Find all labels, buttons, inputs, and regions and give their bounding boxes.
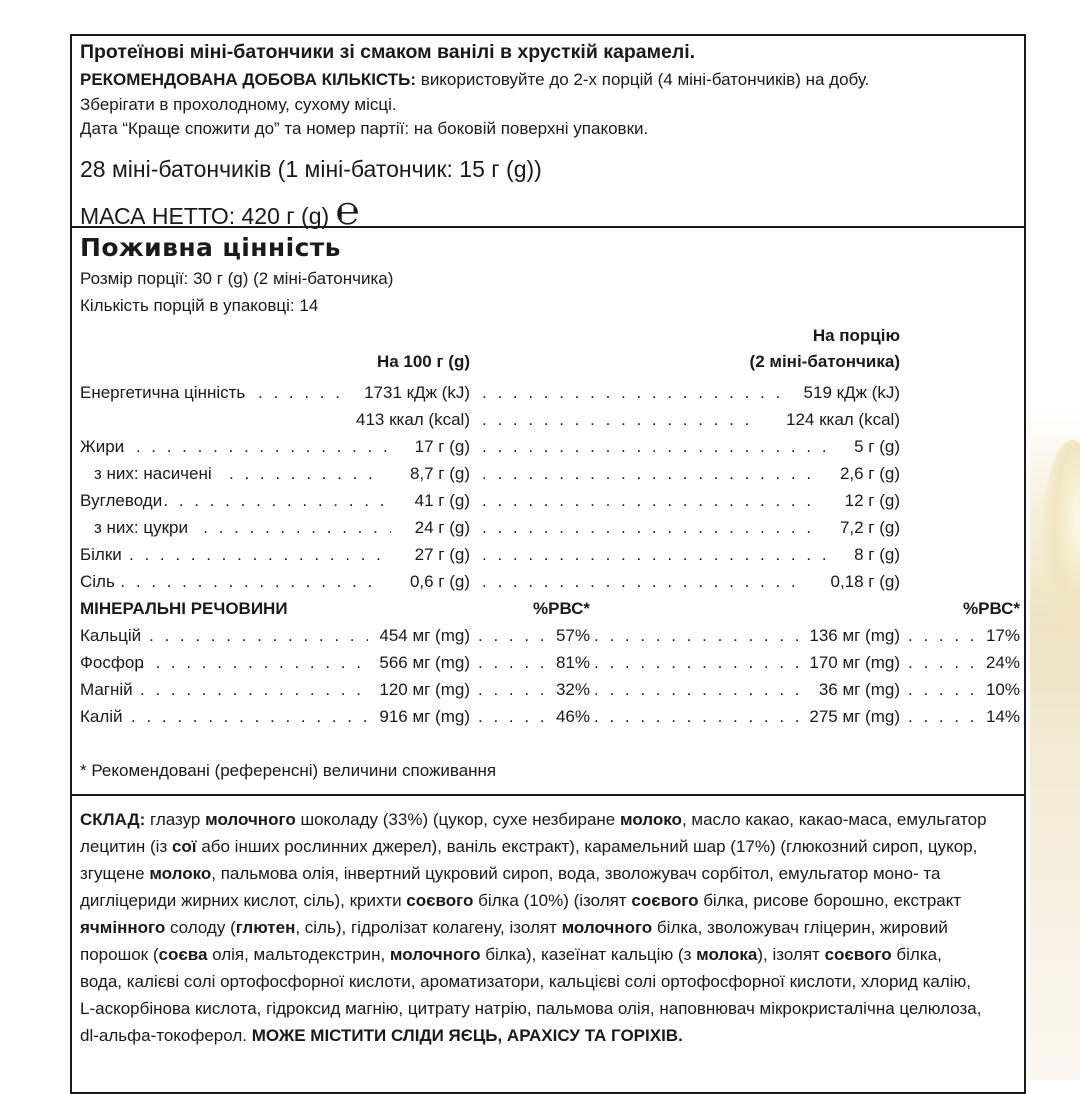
allergen-emphasis: молочного	[561, 918, 653, 937]
nutrition-row	[80, 514, 1020, 541]
ingredients-line	[80, 995, 1025, 1022]
bar-count: 28 міні-батончиків (1 міні-батончик: 15 г (g))	[80, 156, 542, 182]
mineral-name: Кальцій	[80, 626, 142, 645]
allergen-emphasis: молоко	[619, 810, 682, 829]
nutrition-row	[80, 487, 1020, 514]
portion-value: 124 ккал (kcal)	[786, 410, 900, 429]
ingredient-text: лецитин (із	[80, 837, 172, 856]
storage-text: Зберігати в прохолодному, сухому місці.	[80, 95, 397, 114]
mineral-per100: 120 мг (mg)	[379, 680, 470, 699]
ingredient-text: dl-альфа-токоферол.	[80, 1026, 252, 1045]
allergen-emphasis: соєва	[158, 945, 208, 964]
ingredient-text: вода, калієві солі ортофосфорної кислоти, ароматизатори, кальцієві солі ортофосфорної кислоти, хлорид калію,	[80, 972, 972, 991]
mineral-per100: 566 мг (mg)	[379, 653, 470, 672]
allergen-emphasis: соєвого	[631, 891, 699, 910]
allergen-emphasis: глютен	[235, 918, 296, 937]
ingredient-text: глазур	[145, 810, 206, 829]
estimated-sign-icon: ℮	[335, 188, 360, 234]
allergen-emphasis: молочного	[389, 945, 481, 964]
ingredient-text: солоду (	[165, 918, 236, 937]
rvs-per100-label: %РВС*	[533, 599, 590, 618]
ingredient-text: білка, зволожувач гліцерин, жировий	[652, 918, 948, 937]
column-header-per100: На 100 г (g)	[376, 352, 470, 371]
ingredients-line	[80, 860, 1025, 887]
per100-value: 24 г (g)	[414, 518, 470, 537]
mineral-pct-portion: 10%	[985, 680, 1020, 699]
portion-value: 519 кДж (kJ)	[803, 383, 900, 402]
nutrient-name: Вуглеводи	[80, 491, 163, 510]
ingredient-text: L-аскорбінова кислота, гідроксид магнію, цитрату натрію, пальмова олія, наповнювач мікрокристалічна целюлоза,	[80, 999, 982, 1018]
column-header-portion-line1: На порцію	[812, 326, 900, 345]
ingredient-text: або інших рослинних джерел), ваніль екстракт), карамельний шар (17%) (глюкозний сироп, цукор,	[196, 837, 978, 856]
ingredients-line	[80, 968, 1025, 995]
allergen-emphasis: ячмінного	[80, 918, 166, 937]
per100-value: 41 г (g)	[414, 491, 470, 510]
ingredient-text: білка,	[891, 945, 942, 964]
allergen-emphasis: молочного	[205, 810, 296, 829]
nutrient-name: Сіль	[80, 572, 115, 591]
ingredient-text: порошок (	[80, 945, 159, 964]
mineral-pct100: 32%	[555, 680, 590, 699]
best-before-text: Дата “Краще спожити до” та номер партії: на боковій поверхні упаковки.	[80, 119, 649, 138]
recommended-label: РЕКОМЕНДОВАНА ДОБОВА КІЛЬКІСТЬ:	[80, 70, 417, 89]
nutrient-name: Енергетична цінність	[80, 383, 246, 402]
ingredient-text: дигліцериди жирних кислот, сіль), крихти	[80, 891, 407, 910]
allergen-emphasis: соєвого	[406, 891, 474, 910]
per100-value: 8,7 г (g)	[409, 464, 470, 483]
allergen-emphasis: соєвого	[824, 945, 892, 964]
rvs-portion-label: %РВС*	[963, 599, 1020, 618]
nutrition-heading: Поживна цінність	[80, 233, 341, 262]
ingredient-text: олія, мальтодекстрин,	[207, 945, 390, 964]
mineral-pct-portion: 24%	[985, 653, 1020, 672]
ingredients-text	[80, 806, 1025, 1049]
column-header-portion-line2: (2 міні-батончика)	[749, 352, 900, 371]
nutrient-name: Білки	[80, 545, 122, 564]
ingredient-text: , сіль), гідролізат колагену, ізолят	[295, 918, 562, 937]
mineral-per100: 454 мг (mg)	[379, 626, 470, 645]
ingredients-line	[80, 806, 1025, 833]
nutrition-row	[80, 379, 1020, 406]
serving-size: Розмір порції: 30 г (g) (2 міні-батончика)	[80, 269, 394, 288]
per100-value: 413 ккал (kcal)	[356, 410, 470, 429]
ingredients-line	[80, 941, 1025, 968]
ingredients-section	[72, 796, 1024, 1092]
servings-per-pack: Кількість порцій в упаковці: 14	[80, 296, 319, 315]
mineral-name: Калій	[80, 707, 123, 726]
ingredients-line	[80, 1022, 1025, 1049]
nutrient-name: з них: цукри	[94, 518, 188, 537]
per100-value: 17 г (g)	[414, 437, 470, 456]
nutrient-name: з них: насичені	[94, 464, 212, 483]
background-photo-edge	[1030, 0, 1080, 1080]
ingredient-text: білка, рисове борошно, екстракт	[698, 891, 962, 910]
ingredients-line	[80, 833, 1025, 860]
recommended-amount	[80, 69, 869, 91]
net-weight	[80, 188, 360, 234]
allergen-emphasis: МОЖЕ МІСТИТИ СЛІДИ ЯЄЦЬ, АРАХІСУ ТА ГОРІХІВ.	[251, 1026, 683, 1045]
mineral-pct100: 57%	[555, 626, 590, 645]
mineral-row	[80, 622, 1020, 649]
ingredients-line	[80, 914, 1025, 941]
nutrition-row	[80, 460, 1020, 487]
portion-value: 7,2 г (g)	[839, 518, 900, 537]
mineral-portion: 275 мг (mg)	[809, 707, 900, 726]
ingredient-text: білка), казеїнат кальцію (з	[480, 945, 697, 964]
nutrition-row	[80, 406, 1020, 433]
allergen-emphasis: СКЛАД:	[80, 810, 146, 829]
allergen-emphasis: сої	[171, 837, 197, 856]
mineral-portion: 170 мг (mg)	[809, 653, 900, 672]
allergen-emphasis: молока	[696, 945, 758, 964]
product-label	[70, 34, 1026, 1094]
mineral-row	[80, 649, 1020, 676]
portion-value: 0,18 г (g)	[830, 572, 900, 591]
ingredient-text: ), ізолят	[757, 945, 825, 964]
allergen-emphasis: молоко	[149, 864, 212, 883]
ingredients-line	[80, 887, 1025, 914]
mineral-portion: 36 мг (mg)	[818, 680, 900, 699]
ingredient-text: білка (10%) (ізолят	[473, 891, 632, 910]
mineral-row	[80, 676, 1020, 703]
footnote: * Рекомендовані (референсні) величини споживання	[80, 761, 497, 780]
product-title: Протеїнові міні-батончики зі смаком ванілі в хрусткій карамелі.	[80, 41, 696, 63]
minerals-header-row	[80, 595, 1020, 622]
portion-value: 8 г (g)	[854, 545, 900, 564]
nutrition-row	[80, 541, 1020, 568]
nutrition-section	[72, 228, 1024, 796]
minerals-heading: МІНЕРАЛЬНІ РЕЧОВИНИ	[80, 599, 288, 618]
mineral-portion: 136 мг (mg)	[809, 626, 900, 645]
nutrition-row	[80, 433, 1020, 460]
ingredient-text: , масло какао, какао-маса, емульгатор	[681, 810, 987, 829]
portion-value: 12 г (g)	[844, 491, 900, 510]
portion-value: 2,6 г (g)	[839, 464, 900, 483]
per100-value: 0,6 г (g)	[409, 572, 470, 591]
per100-value: 1731 кДж (kJ)	[364, 383, 470, 402]
net-weight-value: МАСА НЕТТО: 420 г (g)	[80, 203, 330, 229]
mineral-row	[80, 703, 1020, 730]
mineral-pct-portion: 14%	[985, 707, 1020, 726]
ingredient-text: згущене	[80, 864, 150, 883]
mineral-pct-portion: 17%	[985, 626, 1020, 645]
nutrient-name: Жири	[80, 437, 125, 456]
portion-value: 5 г (g)	[854, 437, 900, 456]
ingredient-text: , пальмова олія, інвертний цукровий сироп, вода, зволожувач сорбітол, емульгатор моно- та	[211, 864, 941, 883]
recommended-text: використовуйте до 2-х порцій (4 міні-батончиків) на добу.	[420, 70, 870, 89]
mineral-pct100: 81%	[555, 653, 590, 672]
mineral-name: Магній	[80, 680, 133, 699]
label-header-section	[72, 36, 1024, 234]
per100-value: 27 г (g)	[414, 545, 470, 564]
mineral-name: Фосфор	[80, 653, 144, 672]
mineral-per100: 916 мг (mg)	[379, 707, 470, 726]
mineral-pct100: 46%	[555, 707, 590, 726]
nutrition-row	[80, 568, 1020, 595]
ingredient-text: шоколаду (33%) (цукор, сухе незбиране	[295, 810, 620, 829]
